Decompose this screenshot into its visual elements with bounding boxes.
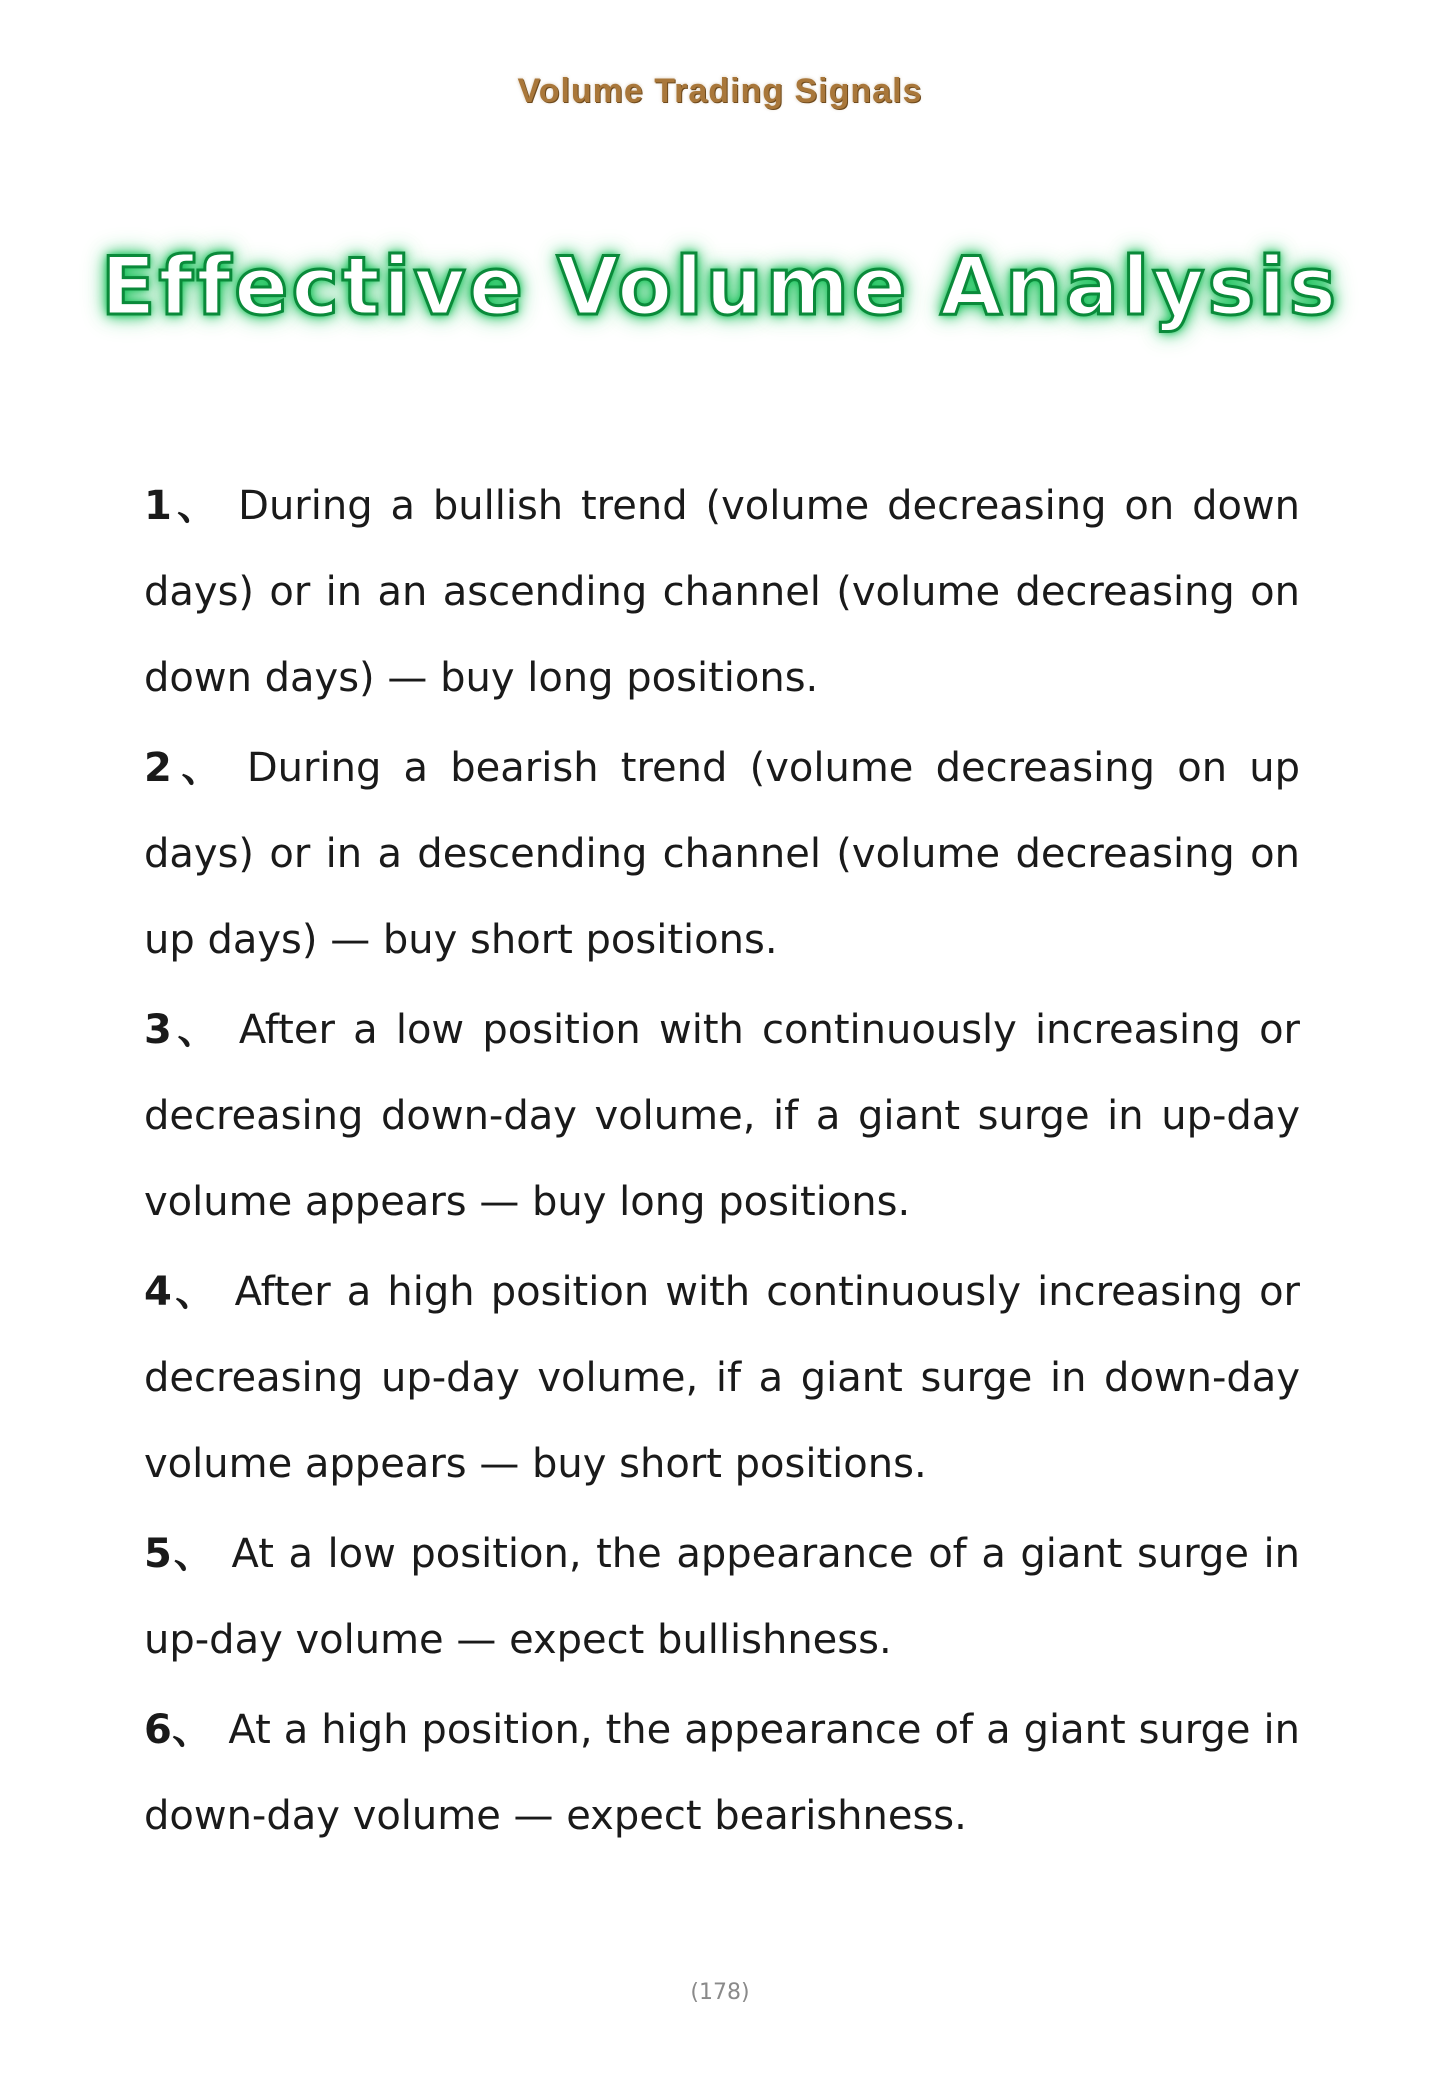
item-text: At a high position, the appearance of a giant surge in down-day volume — expect bearishness. — [144, 1707, 1301, 1839]
item-number: 4 — [144, 1269, 172, 1315]
item-separator: 、 — [171, 1269, 219, 1315]
item-separator: 、 — [171, 745, 231, 791]
item-number: 2 — [144, 745, 172, 791]
page-title: Effective Volume Analysis — [100, 240, 1340, 333]
item-separator: 、 — [171, 1531, 216, 1577]
running-header: Volume Trading Signals — [517, 72, 923, 110]
signal-list — [144, 463, 1300, 1863]
item-text: After a high position with continuously increasing or decreasing up-day volume, if a giant surge in down-day volume appears — buy short positions. — [144, 1269, 1301, 1487]
list-item — [144, 1249, 1300, 1507]
item-separator: 、 — [171, 1007, 223, 1053]
item-separator: 、 — [171, 1707, 213, 1753]
item-separator: 、 — [171, 483, 223, 529]
page-number: (178) — [690, 1980, 750, 2005]
list-item — [144, 463, 1300, 721]
list-item — [144, 725, 1300, 983]
item-number: 3 — [144, 1007, 172, 1053]
item-text: During a bearish trend (volume decreasing on up days) or in a descending channel (volume decreasing on up days) — buy short positions. — [144, 745, 1301, 963]
list-item — [144, 987, 1300, 1245]
item-number: 6 — [144, 1707, 172, 1753]
item-text: During a bullish trend (volume decreasing on down days) or in an ascending channel (volume decreasing on down days) — buy long positions. — [144, 483, 1300, 701]
item-text: After a low position with continuously increasing or decreasing down-day volume, if a giant surge in up-day volume appears — buy long positions. — [144, 1007, 1301, 1225]
list-item — [144, 1511, 1300, 1683]
item-number: 1 — [144, 483, 172, 529]
item-number: 5 — [144, 1531, 172, 1577]
item-text: At a low position, the appearance of a giant surge in up-day volume — expect bullishness. — [144, 1531, 1300, 1663]
list-item — [144, 1687, 1300, 1859]
